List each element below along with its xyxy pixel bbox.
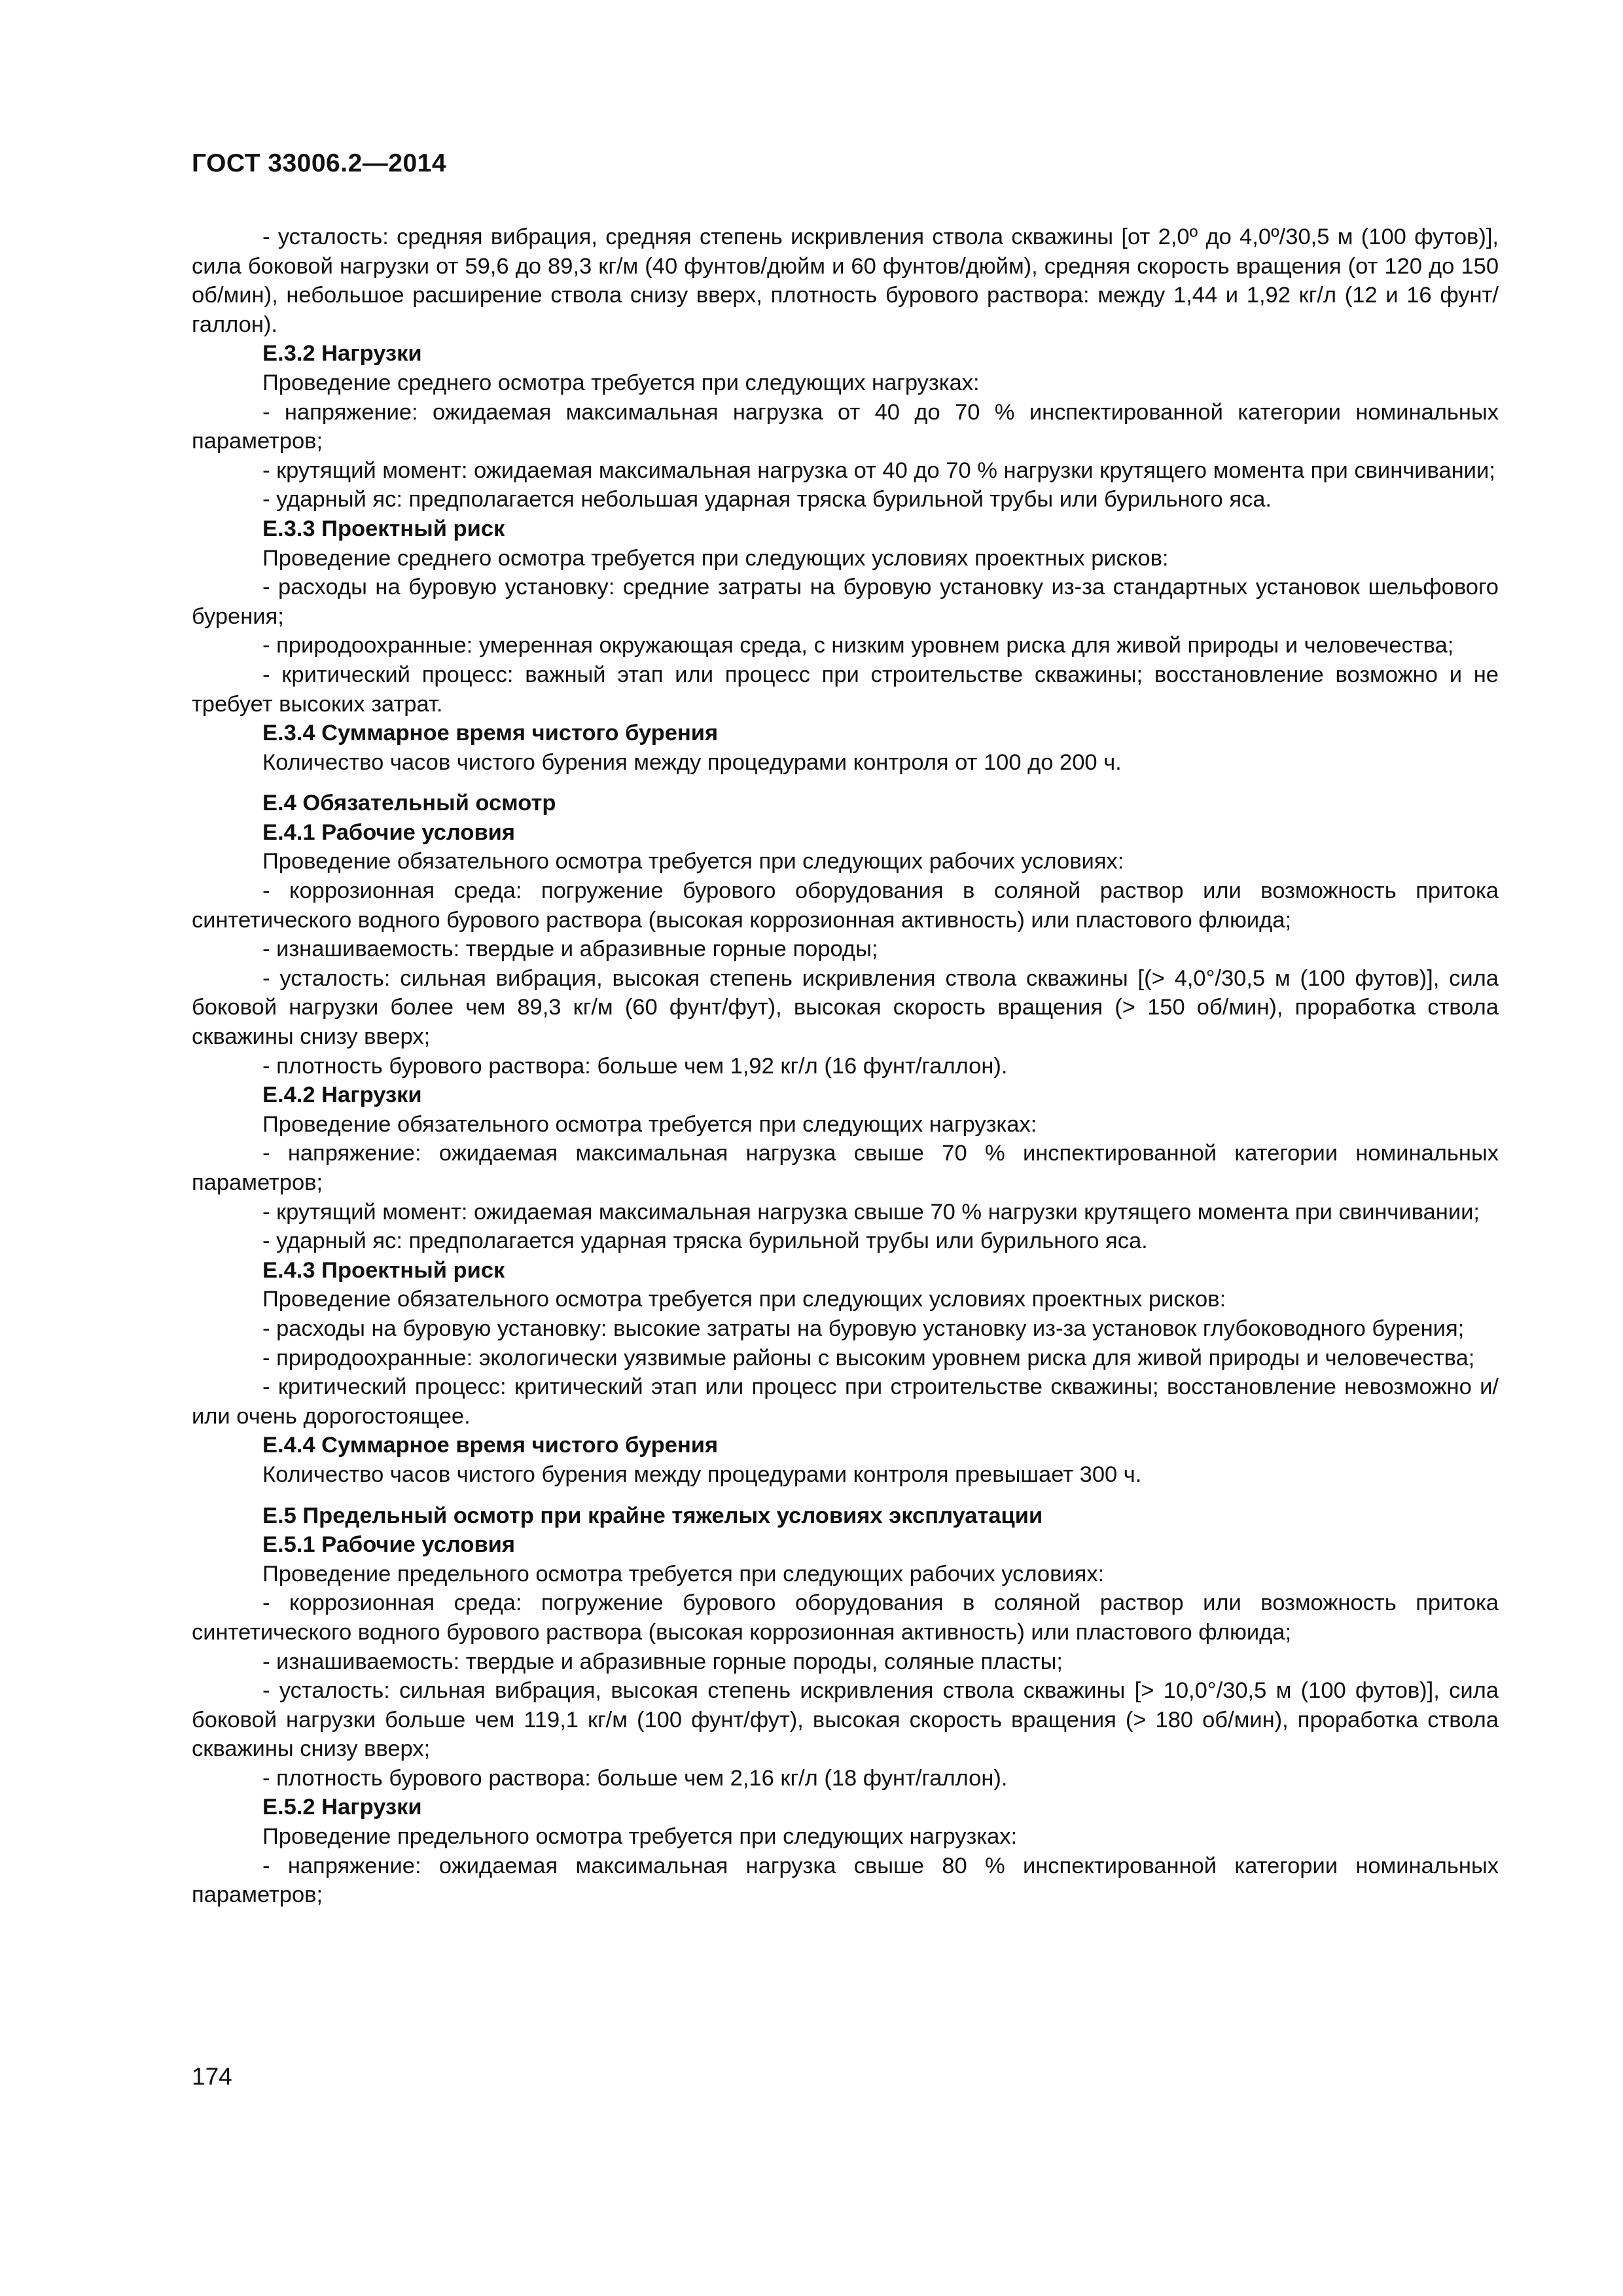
paragraph: - плотность бурового раствора: больше чем 1,92 кг/л (16 фунт/галлон). bbox=[262, 1053, 1008, 1079]
paragraph: - усталость: средняя вибрация, средняя степень искривления ствола скважины [от 2,0º до 4,0º/30,5 м (100 футов)], сила боковой нагрузки от 59,6 до 89,3 кг/м (40 фунтов/дюйм и 60 фунтов/дюйм), средняя скорость вращения (от 120 до 150 об/мин), небольшое расширение ствола снизу вверх, плотность бурового раствора: между 1,44 и 1,92 кг/л (12 и 16 фунт/галлон). bbox=[192, 224, 1499, 337]
paragraph: - ударный яс: предполагается ударная тряска бурильной трубы или бурильного яса. bbox=[262, 1229, 1148, 1254]
paragraph: - природоохранные: экологически уязвимые районы с высоким уровнем риска для живой природы и человечества; bbox=[262, 1345, 1475, 1371]
page-number: 174 bbox=[192, 2063, 232, 2090]
paragraph: - коррозионная среда: погружение бурового оборудования в соляной раствор или возможность притока синтетического водного бурового раствора (высокая коррозионная активность) или пластового флюида; bbox=[192, 1590, 1499, 1645]
subsection-heading: Е.5.2 Нагрузки bbox=[262, 1795, 422, 1820]
paragraph: Проведение обязательного осмотра требуется при следующих рабочих условиях: bbox=[262, 849, 1124, 874]
document-header: ГОСТ 33006.2—2014 bbox=[192, 149, 447, 177]
paragraph: - ударный яс: предполагается небольшая ударная тряска бурильной трубы или бурильного яса. bbox=[262, 487, 1272, 512]
paragraph: - коррозионная среда: погружение бурового оборудования в соляной раствор или возможность притока синтетического водного бурового раствора (высокая коррозионная активность) или пластового флюида; bbox=[192, 878, 1499, 933]
section-heading: Е.4 Обязательный осмотр bbox=[262, 791, 556, 816]
subsection-heading: Е.4.2 Нагрузки bbox=[262, 1083, 422, 1108]
paragraph: - усталость: сильная вибрация, высокая степень искривления ствола скважины [(> 4,0°/30,5 м (100 футов)], сила боковой нагрузки более чем 89,3 кг/м (60 фунт/фут), высокая скорость вращения (> 150 об/мин), проработка ствола скважины снизу вверх; bbox=[192, 965, 1499, 1050]
paragraph: - критический процесс: важный этап или процесс при строительстве скважины; восстановление возможно и не требует высоких затрат. bbox=[192, 662, 1499, 717]
document-body bbox=[192, 223, 1499, 1910]
paragraph: - критический процесс: критический этап или процесс при строительстве скважины; восстановление невозможно и/или очень дорогостоящее. bbox=[192, 1374, 1499, 1429]
subsection-heading: Е.3.2 Нагрузки bbox=[262, 341, 422, 367]
subsection-heading: Е.3.3 Проектный риск bbox=[262, 516, 505, 541]
paragraph: Проведение предельного осмотра требуется при следующих нагрузках: bbox=[262, 1824, 1018, 1850]
subsection-heading: Е.3.4 Суммарное время чистого бурения bbox=[262, 721, 719, 746]
paragraph: - плотность бурового раствора: больше чем 2,16 кг/л (18 фунт/галлон). bbox=[262, 1765, 1008, 1791]
paragraph: Проведение среднего осмотра требуется при следующих условиях проектных рисков: bbox=[262, 545, 1169, 571]
paragraph: - изнашиваемость: твердые и абразивные горные породы; bbox=[262, 937, 878, 962]
paragraph: Проведение обязательного осмотра требуется при следующих условиях проектных рисков: bbox=[262, 1287, 1226, 1312]
paragraph: - усталость: сильная вибрация, высокая степень искривления ствола скважины [> 10,0°/30,5 м (100 футов)], сила боковой нагрузки больше чем 119,1 кг/м (100 фунт/фут), высокая скорость вращения (> 180 об/мин), проработка ствола скважины снизу вверх; bbox=[192, 1678, 1499, 1762]
paragraph: - расходы на буровую установку: средние затраты на буровую установку из-за стандартных установок шельфового бурения; bbox=[192, 575, 1499, 629]
paragraph: Количество часов чистого бурения между процедурами контроля от 100 до 200 ч. bbox=[262, 749, 1122, 775]
paragraph: - природоохранные: умеренная окружающая среда, с низким уровнем риска для живой природы и человечества; bbox=[262, 633, 1454, 658]
paragraph: - напряжение: ожидаемая максимальная нагрузка свыше 80 % инспектированной категории номинальных параметров; bbox=[192, 1853, 1499, 1908]
subsection-heading: Е.4.1 Рабочие условия bbox=[262, 819, 516, 845]
paragraph: - изнашиваемость: твердые и абразивные горные породы, соляные пласты; bbox=[262, 1649, 1063, 1674]
paragraph: Количество часов чистого бурения между процедурами контроля превышает 300 ч. bbox=[262, 1462, 1142, 1487]
paragraph: Проведение обязательного осмотра требуется при следующих нагрузках: bbox=[262, 1111, 1037, 1137]
subsection-heading: Е.4.3 Проектный риск bbox=[262, 1257, 505, 1283]
subsection-heading: Е.4.4 Суммарное время чистого бурения bbox=[262, 1433, 719, 1458]
paragraph: - напряжение: ожидаемая максимальная нагрузка от 40 до 70 % инспектированной категории номинальных параметров; bbox=[192, 399, 1499, 454]
paragraph: Проведение предельного осмотра требуется при следующих рабочих условиях: bbox=[262, 1561, 1105, 1587]
section-heading: Е.5 Предельный осмотр при крайне тяжелых условиях эксплуатации bbox=[262, 1503, 1043, 1528]
paragraph: Проведение среднего осмотра требуется при следующих нагрузках: bbox=[262, 370, 980, 395]
paragraph: - расходы на буровую установку: высокие затраты на буровую установку из-за установок глубоководного бурения; bbox=[262, 1316, 1465, 1341]
paragraph: - напряжение: ожидаемая максимальная нагрузка свыше 70 % инспектированной категории номинальных параметров; bbox=[192, 1141, 1499, 1195]
paragraph: - крутящий момент: ожидаемая максимальная нагрузка свыше 70 % нагрузки крутящего момента при свинчивании; bbox=[262, 1199, 1480, 1225]
subsection-heading: Е.5.1 Рабочие условия bbox=[262, 1532, 516, 1558]
paragraph: - крутящий момент: ожидаемая максимальная нагрузка от 40 до 70 % нагрузки крутящего момента при свинчивании; bbox=[262, 457, 1495, 483]
